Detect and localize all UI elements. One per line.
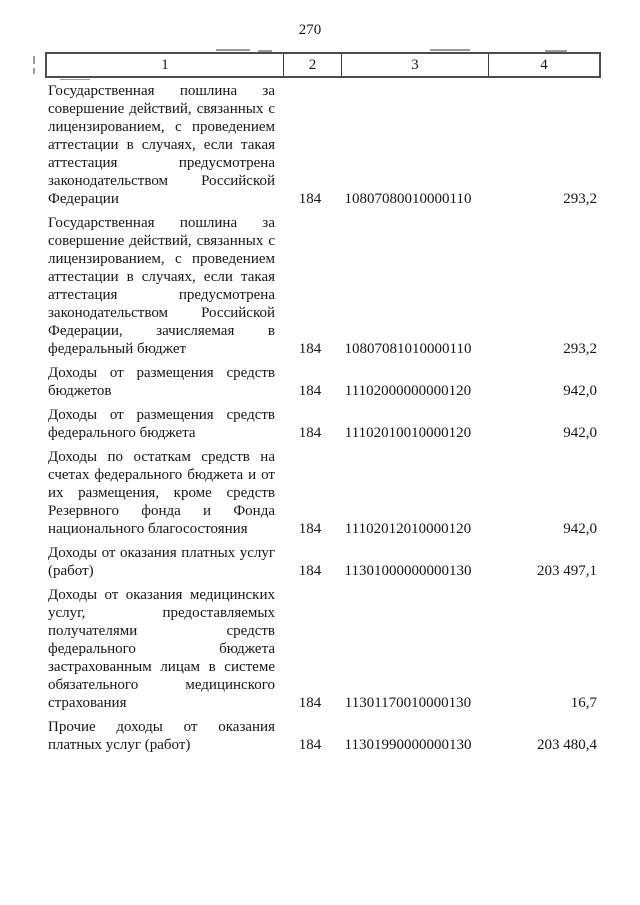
table-row [45,718,601,754]
row-amount: 942,0 [563,383,597,399]
column-header-1: 1 [161,56,169,73]
scan-artifact [216,49,250,51]
row-budget-code: 10807081010000110 [344,341,472,357]
row-amount: 293,2 [563,191,597,207]
row-admin-code: 184 [298,737,322,753]
row-admin-code: 184 [298,341,322,357]
row-budget-code: 11301170010000130 [344,695,472,711]
table-row [45,448,601,538]
row-name: Доходы от оказания медицинских услуг, предоставляемых получателями средств федерального бюджета застрахованным лицам в системе обязательного медицинского страхования [48,587,275,711]
row-budget-code: 11301990000000130 [344,737,472,753]
row-budget-code: 11102010010000120 [344,425,472,441]
row-name: Доходы от размещения средств бюджетов [48,365,275,399]
row-budget-code: 11301000000000130 [344,563,472,579]
row-admin-code: 184 [298,563,322,579]
row-admin-code: 184 [298,425,322,441]
row-admin-code: 184 [298,383,322,399]
row-name: Государственная пошлина за совершение действий, связанных с лицензированием, с проведением аттестации в случаях, если такая аттестация предусмотрена законодательством Российской Федерации [48,83,275,207]
row-amount: 942,0 [563,425,597,441]
row-admin-code: 184 [298,521,322,537]
row-name: Государственная пошлина за совершение действий, связанных с лицензированием, с проведением аттестации в случаях, если такая аттестация предусмотрена законодательством Российской Федерации, зачисляемая в федеральный бюджет [48,215,275,357]
row-budget-code: 11102000000000120 [344,383,472,399]
row-name: Доходы по остаткам средств на счетах федерального бюджета и от их размещения, кроме средств Резервного фонда и Фонда национального благосостояния [48,449,275,537]
table-row [45,364,601,400]
scan-artifact [33,68,35,74]
row-admin-code: 184 [298,191,322,207]
row-amount: 942,0 [563,521,597,537]
scan-artifact [60,79,90,80]
row-budget-code: 10807080010000110 [344,191,472,207]
row-name: Прочие доходы от оказания платных услуг (работ) [48,719,275,753]
row-amount: 203 497,1 [537,563,597,579]
column-header-3: 3 [341,54,488,76]
column-header-2: 2 [283,54,341,76]
table-row [45,82,601,208]
table-header-row [45,52,601,78]
row-name: Доходы от размещения средств федерального бюджета [48,407,275,441]
scan-artifact [430,49,470,51]
row-amount: 16,7 [570,695,597,711]
row-amount: 203 480,4 [537,737,597,753]
table-row [45,406,601,442]
column-header-4: 4 [488,54,599,76]
table-row [45,586,601,712]
table-row [45,214,601,358]
table-row [45,544,601,580]
row-admin-code: 184 [298,695,322,711]
row-amount: 293,2 [563,341,597,357]
scan-artifact [33,56,35,64]
row-budget-code: 11102012010000120 [344,521,472,537]
page-number: 270 [298,22,322,38]
row-name: Доходы от оказания платных услуг (работ) [48,545,275,579]
table-body [45,82,601,760]
